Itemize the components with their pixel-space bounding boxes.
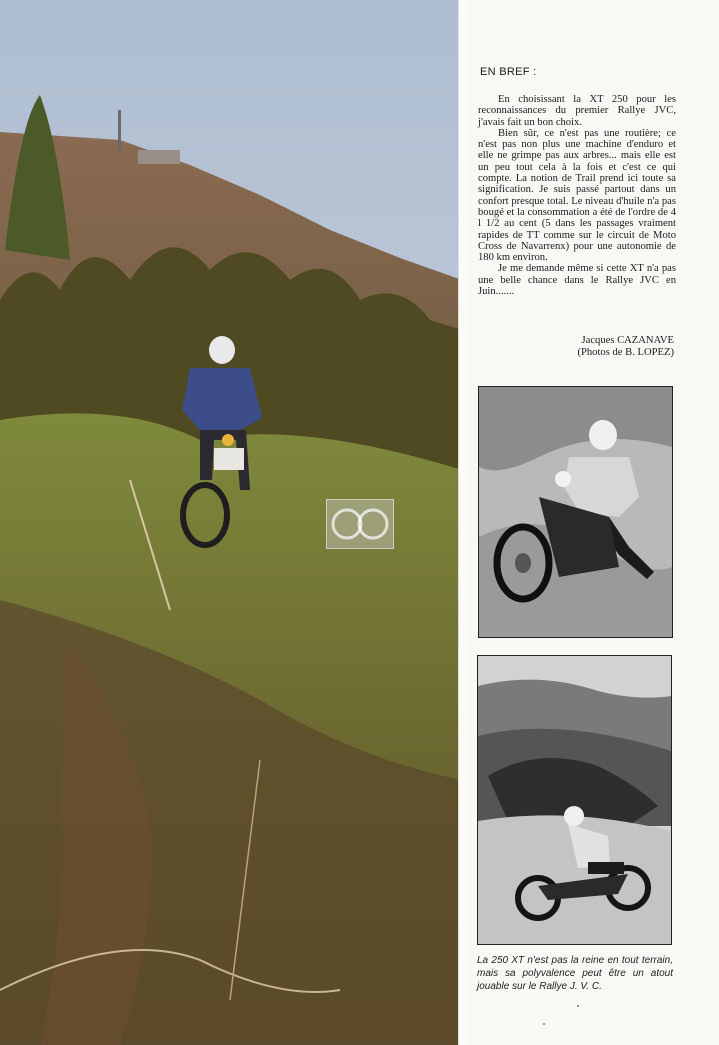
article-body bbox=[478, 94, 676, 297]
paragraph: Je me demande même si cette XT n'a pas une belle chance dans le Rallye JVC en Juin....... bbox=[478, 263, 676, 298]
photo-caption: La 250 XT n'est pas la reine en tout terrain, mais sa polyvalence peut être un atout jouable sur le Rallye J. V. C. bbox=[477, 955, 673, 992]
author-name: Jacques CAZANAVE bbox=[581, 335, 674, 346]
logo-watermark-icon bbox=[326, 499, 394, 549]
photo-rider-landscape bbox=[477, 655, 672, 945]
signature-block bbox=[540, 335, 674, 359]
photo-rider-close bbox=[478, 386, 673, 638]
print-specks bbox=[540, 1000, 600, 1030]
section-heading: EN BREF : bbox=[480, 66, 537, 78]
paragraph: En choisissant la XT 250 pour les reconnaissances du premier Rallye JVC, j'avais fait un bon choix. bbox=[478, 94, 676, 128]
paragraph: Bien sûr, ce n'est pas une routière; ce n'est pas non plus une machine d'enduro et elle ne grimpe pas aux arbres... mais elle est un peu tout cela à la fois et c'est ce qui compte. La notion de Trail prend ici toute sa signification. Je suis passé partout dans un confort presque total. Le niveau d'huile n'a pas bougé et la consommation a été de l'ordre de 4 l 1/2 au cent (5 dans les passages vraiment rapides de TT comme sur le circuit de Moto Cross de Navarrenx) pour une autonomie de 180 km environ. bbox=[478, 127, 676, 264]
photo-credit: (Photos de B. LOPEZ) bbox=[577, 347, 674, 358]
